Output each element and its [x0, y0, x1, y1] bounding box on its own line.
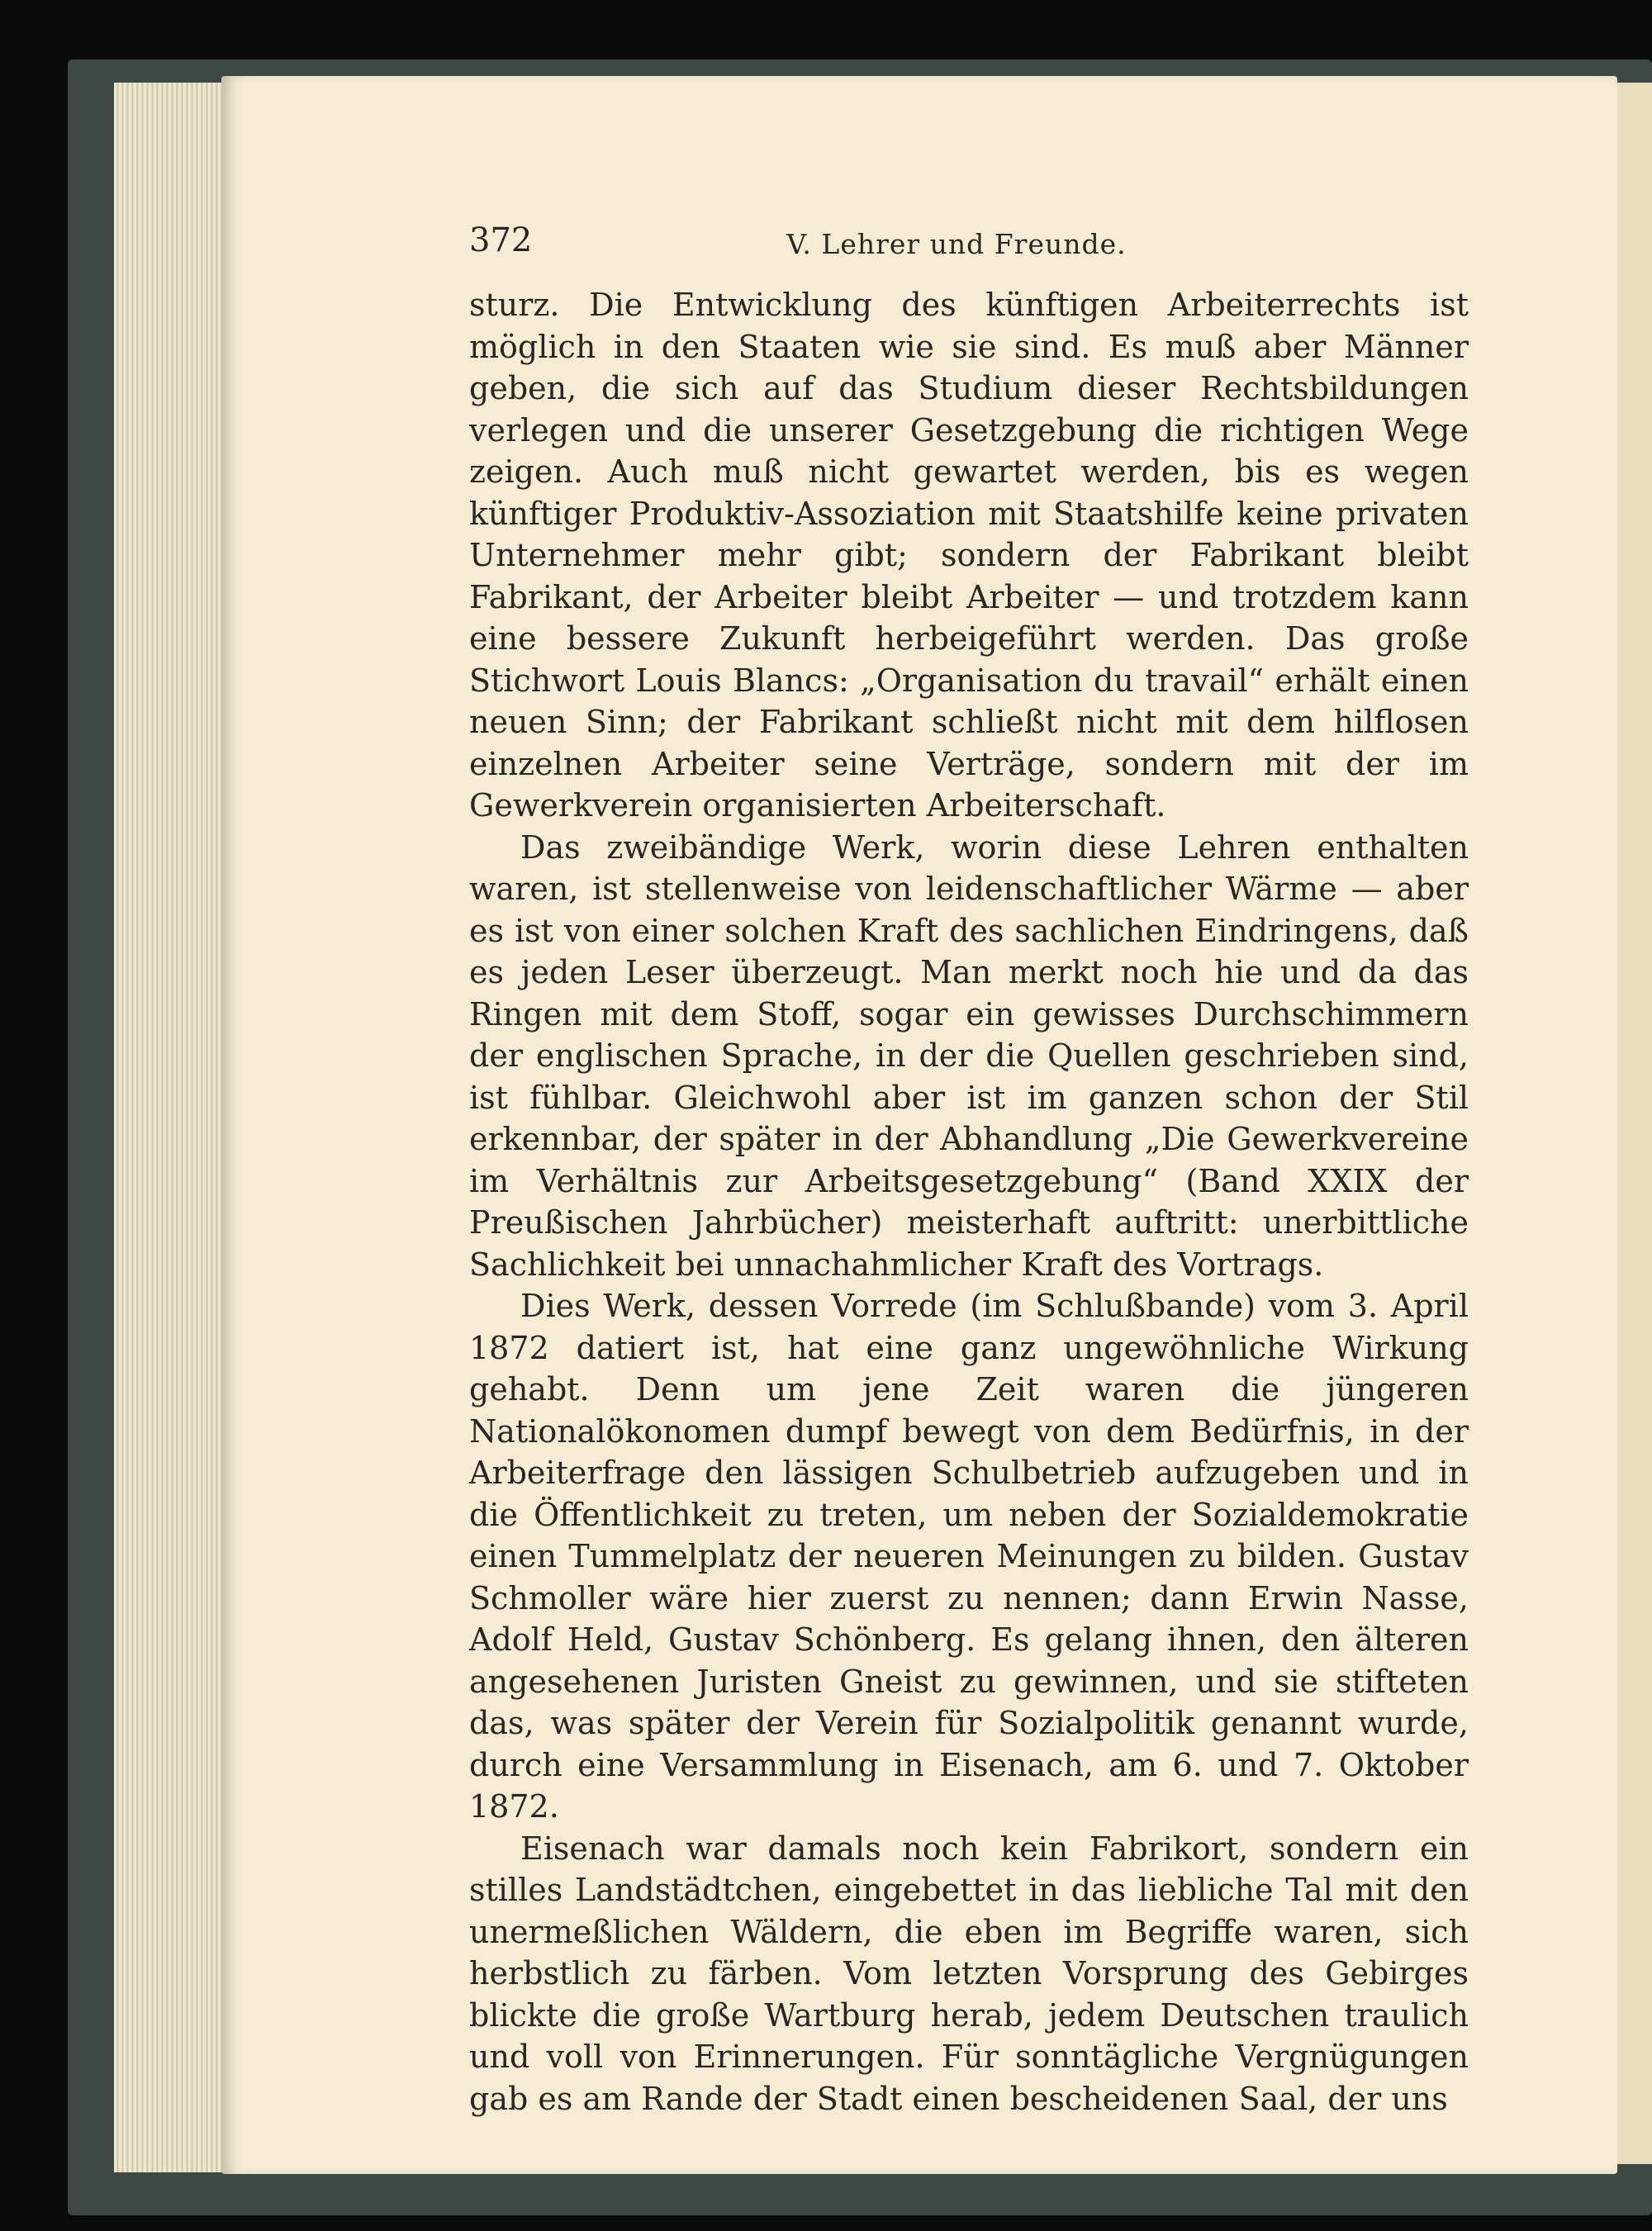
body-text: [469, 284, 1469, 2119]
paragraph-4: Eisenach war damals noch kein Fabrikort, sondern ein stilles Landstädtchen, eingebettet in das liebliche Tal mit den unermeßlichen Wäldern, die eben im Begriffe waren, sich herbstlich zu färben. Vom letzten Vorsprung des Gebirges blickte die große Wartburg herab, jedem Deutschen traulich und voll von Erinnerungen. Für sonntägliche Vergnügungen gab es am Rande der Stadt einen bescheidenen Saal, der uns: [469, 1830, 1469, 2117]
paragraph-2: Das zweibändige Werk, worin diese Lehren enthalten waren, ist stellenweise von leidenschaftlicher Wärme — aber es ist von einer solchen Kraft des sachlichen Eindringens, daß es jeden Leser überzeugt. Man merkt noch hie und da das Ringen mit dem Stoff, sogar ein gewisses Durchschimmern der englischen Sprache, in der die Quellen geschrieben sind, ist fühlbar. Gleichwohl aber ist im ganzen schon der Stil erkennbar, der später in der Abhandlung „Die Gewerkvereine im Verhältnis zur Arbeitsgesetzgebung“ (Band XXIX der Preußischen Jahrbücher) meisterhaft auftritt: unerbittliche Sachlichkeit bei unnachahmlicher Kraft des Vortrags.: [469, 828, 1469, 1283]
paragraph-1: sturz. Die Entwicklung des künftigen Arbeiterrechts ist möglich in den Staaten wie sie sind. Es muß aber Männer geben, die sich auf das Studium dieser Rechtsbildungen verlegen und die unserer Gesetzgebung die richtigen Wege zeigen. Auch muß nicht gewartet werden, bis es wegen künftiger Produktiv-Assoziation mit Staatshilfe keine privaten Unternehmer mehr gibt; sondern der Fabrikant bleibt Fabrikant, der Arbeiter bleibt Arbeiter — und trotzdem kann eine bessere Zukunft herbeigeführt werden. Das große Stichwort Louis Blancs: „Organisation du travail“ erhält einen neuen Sinn; der Fabrikant schließt nicht mit dem hilflosen einzelnen Arbeiter seine Verträge, sondern mit der im Gewerkverein organisierten Arbeiterschaft.: [469, 287, 1469, 824]
page-edges: [114, 83, 236, 2172]
running-head: [469, 221, 1444, 271]
paragraph-3: Dies Werk, dessen Vorrede (im Schlußbande) vom 3. April 1872 datiert ist, hat eine ganz ungewöhnliche Wirkung gehabt. Denn um jene Zeit waren die jüngeren Nationalökonomen dumpf bewegt von dem Bedürfnis, in der Arbeiterfrage den lässigen Schulbetrieb aufzugeben und in die Öffentlichkeit zu treten, um neben der Sozialdemokratie einen Tummelplatz der neueren Meinungen zu bilden. Gustav Schmoller wäre hier zuerst zu nennen; dann Erwin Nasse, Adolf Held, Gustav Schönberg. Es gelang ihnen, den älteren angesehenen Juristen Gneist zu gewinnen, und sie stifteten das, was später der Verein für Sozialpolitik genannt wurde, durch eine Versammlung in Eisenach, am 6. und 7. Oktober 1872.: [469, 1288, 1469, 1825]
chapter-title: V. Lehrer und Freunde.: [786, 228, 1127, 260]
page-number: 372: [469, 221, 533, 259]
